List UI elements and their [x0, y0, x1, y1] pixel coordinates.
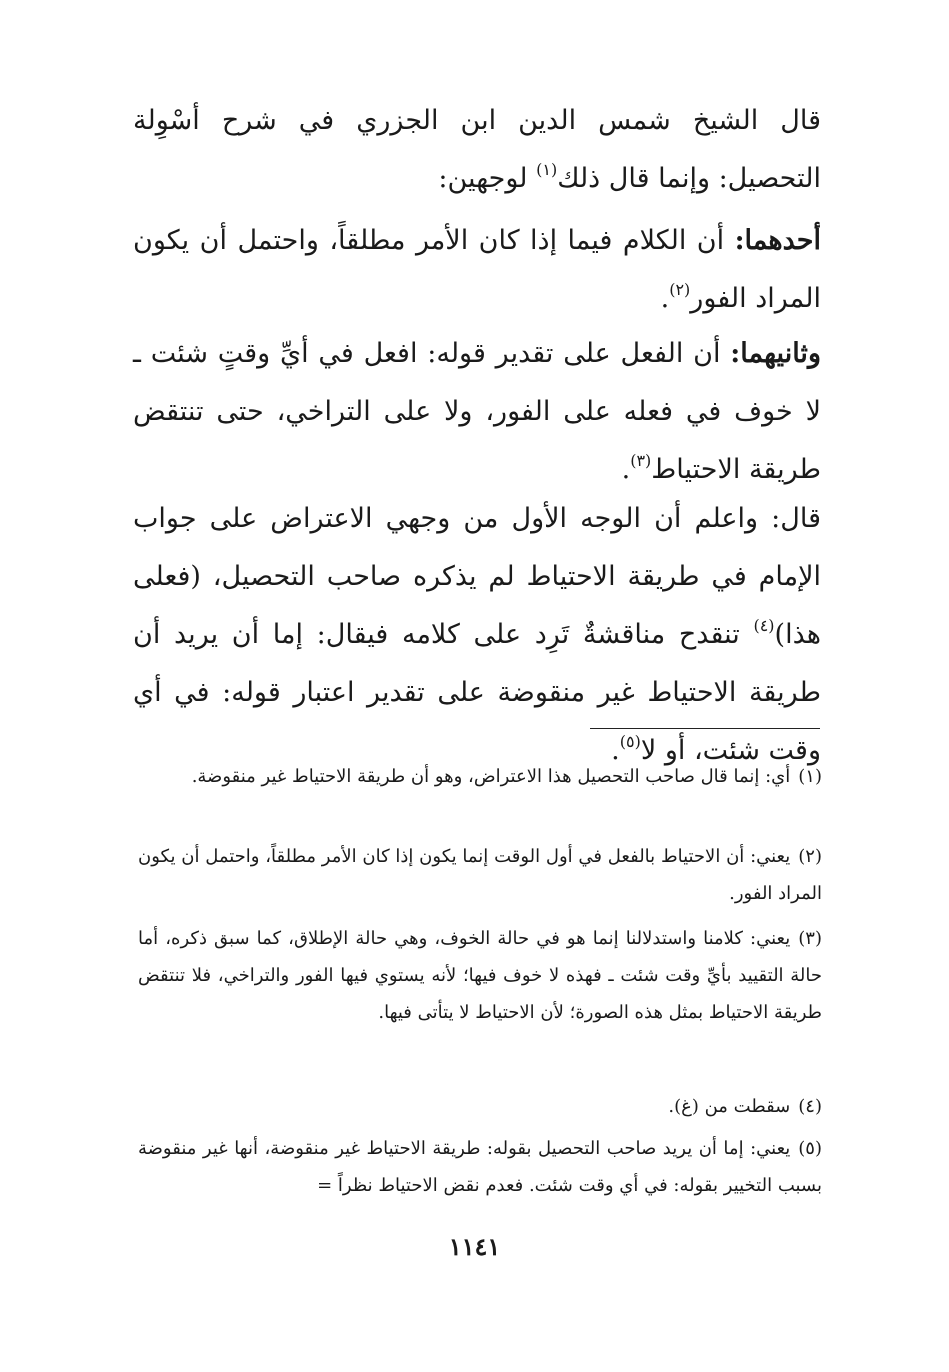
footnote-text: يعني: إما أن يريد صاحب التحصيل بقوله: طريقة الاحتياط غير منقوضة، أنها غير منقوضة بسبب التخيير بقوله: في أي وقت شئت. فعدم نقض الاحتياط نظراً =: [138, 1138, 822, 1196]
paragraph-2: [133, 212, 821, 328]
footnote-number: (٣): [798, 928, 822, 949]
footnote-3: [138, 920, 822, 1031]
footnote-2: [138, 838, 822, 912]
paragraph-tail: .: [660, 283, 670, 314]
paragraph-lead: أحدهما:: [734, 225, 821, 256]
paragraph-tail: .: [621, 454, 631, 485]
paragraph-tail: .: [611, 735, 620, 766]
paragraph-4: [133, 490, 821, 780]
footnote-ref[interactable]: (١): [536, 160, 558, 179]
paragraph-text: أن الكلام فيما إذا كان الأمر مطلقاً، واحتمل أن يكون المراد الفور: [133, 225, 821, 314]
footnote-text: سقطت من (غ).: [668, 1096, 791, 1117]
footnote-text: يعني: أن الاحتياط بالفعل في أول الوقت إنما يكون إذا كان الأمر مطلقاً، واحتمل أن يكون المراد الفور.: [138, 846, 822, 904]
footnote-number: (١): [798, 766, 822, 787]
footnote-number: (٤): [798, 1096, 822, 1117]
footnote-text: يعني: كلامنا واستدلالنا إنما هو في حالة الخوف، وهي حالة الإطلاق، كما سبق ذكره، أما حالة التقييد بأيِّ وقت شئت ـ فهذه لا خوف فيها؛ لأنه يستوي فيها الفور والتراخي، فلا تنتقض طريقة الاحتياط بمثل هذه الصورة؛ لأن الاحتياط لا يتأتى فيها.: [138, 928, 822, 1023]
paragraph-lead: وثانيهما:: [730, 338, 821, 369]
paragraph-3: [133, 325, 821, 499]
footnote-4: [138, 1088, 822, 1125]
footnote-ref[interactable]: (٥): [619, 732, 641, 751]
page-number: ١١٤١: [448, 1232, 501, 1261]
footnote-5: [138, 1130, 822, 1204]
footnote-separator: [590, 728, 820, 729]
footnote-1: [138, 758, 822, 795]
paragraph-text: أن الفعل على تقدير قوله: افعل في أيِّ وقتٍ شئت ـ لا خوف في فعله على الفور، ولا على التراخي، حتى تنتقض طريقة الاحتياط: [133, 338, 821, 485]
footnote-ref[interactable]: (٣): [630, 451, 652, 470]
footnote-number: (٢): [798, 846, 822, 867]
footnote-number: (٥): [798, 1138, 822, 1159]
footnote-ref[interactable]: (٢): [669, 280, 691, 299]
footnote-ref[interactable]: (٤): [753, 616, 775, 635]
paragraph-text: قال الشيخ شمس الدين ابن الجزري في شرح أسْوِلة التحصيل: وإنما قال ذلك: [133, 105, 821, 194]
paragraph-tail: لوجهين:: [438, 163, 537, 194]
paragraph-1: [133, 92, 821, 208]
paragraph-text: قال: واعلم أن الوجه الأول من وجهي الاعتراض على جواب الإمام في طريقة الاحتياط لم يذكره صاحب التحصيل، (فعلى هذا): [133, 503, 821, 650]
footnote-text: أي: إنما قال صاحب التحصيل هذا الاعتراض، وهو أن طريقة الاحتياط غير منقوضة.: [191, 766, 791, 787]
paragraph-tail: تنقدح مناقشةٌ تَرِد على كلامه فيقال: إما أن يريد أن طريقة الاحتياط غير منقوضة على تقدير اعتبار قوله: في أي وقت شئت، أو لا: [133, 619, 821, 766]
